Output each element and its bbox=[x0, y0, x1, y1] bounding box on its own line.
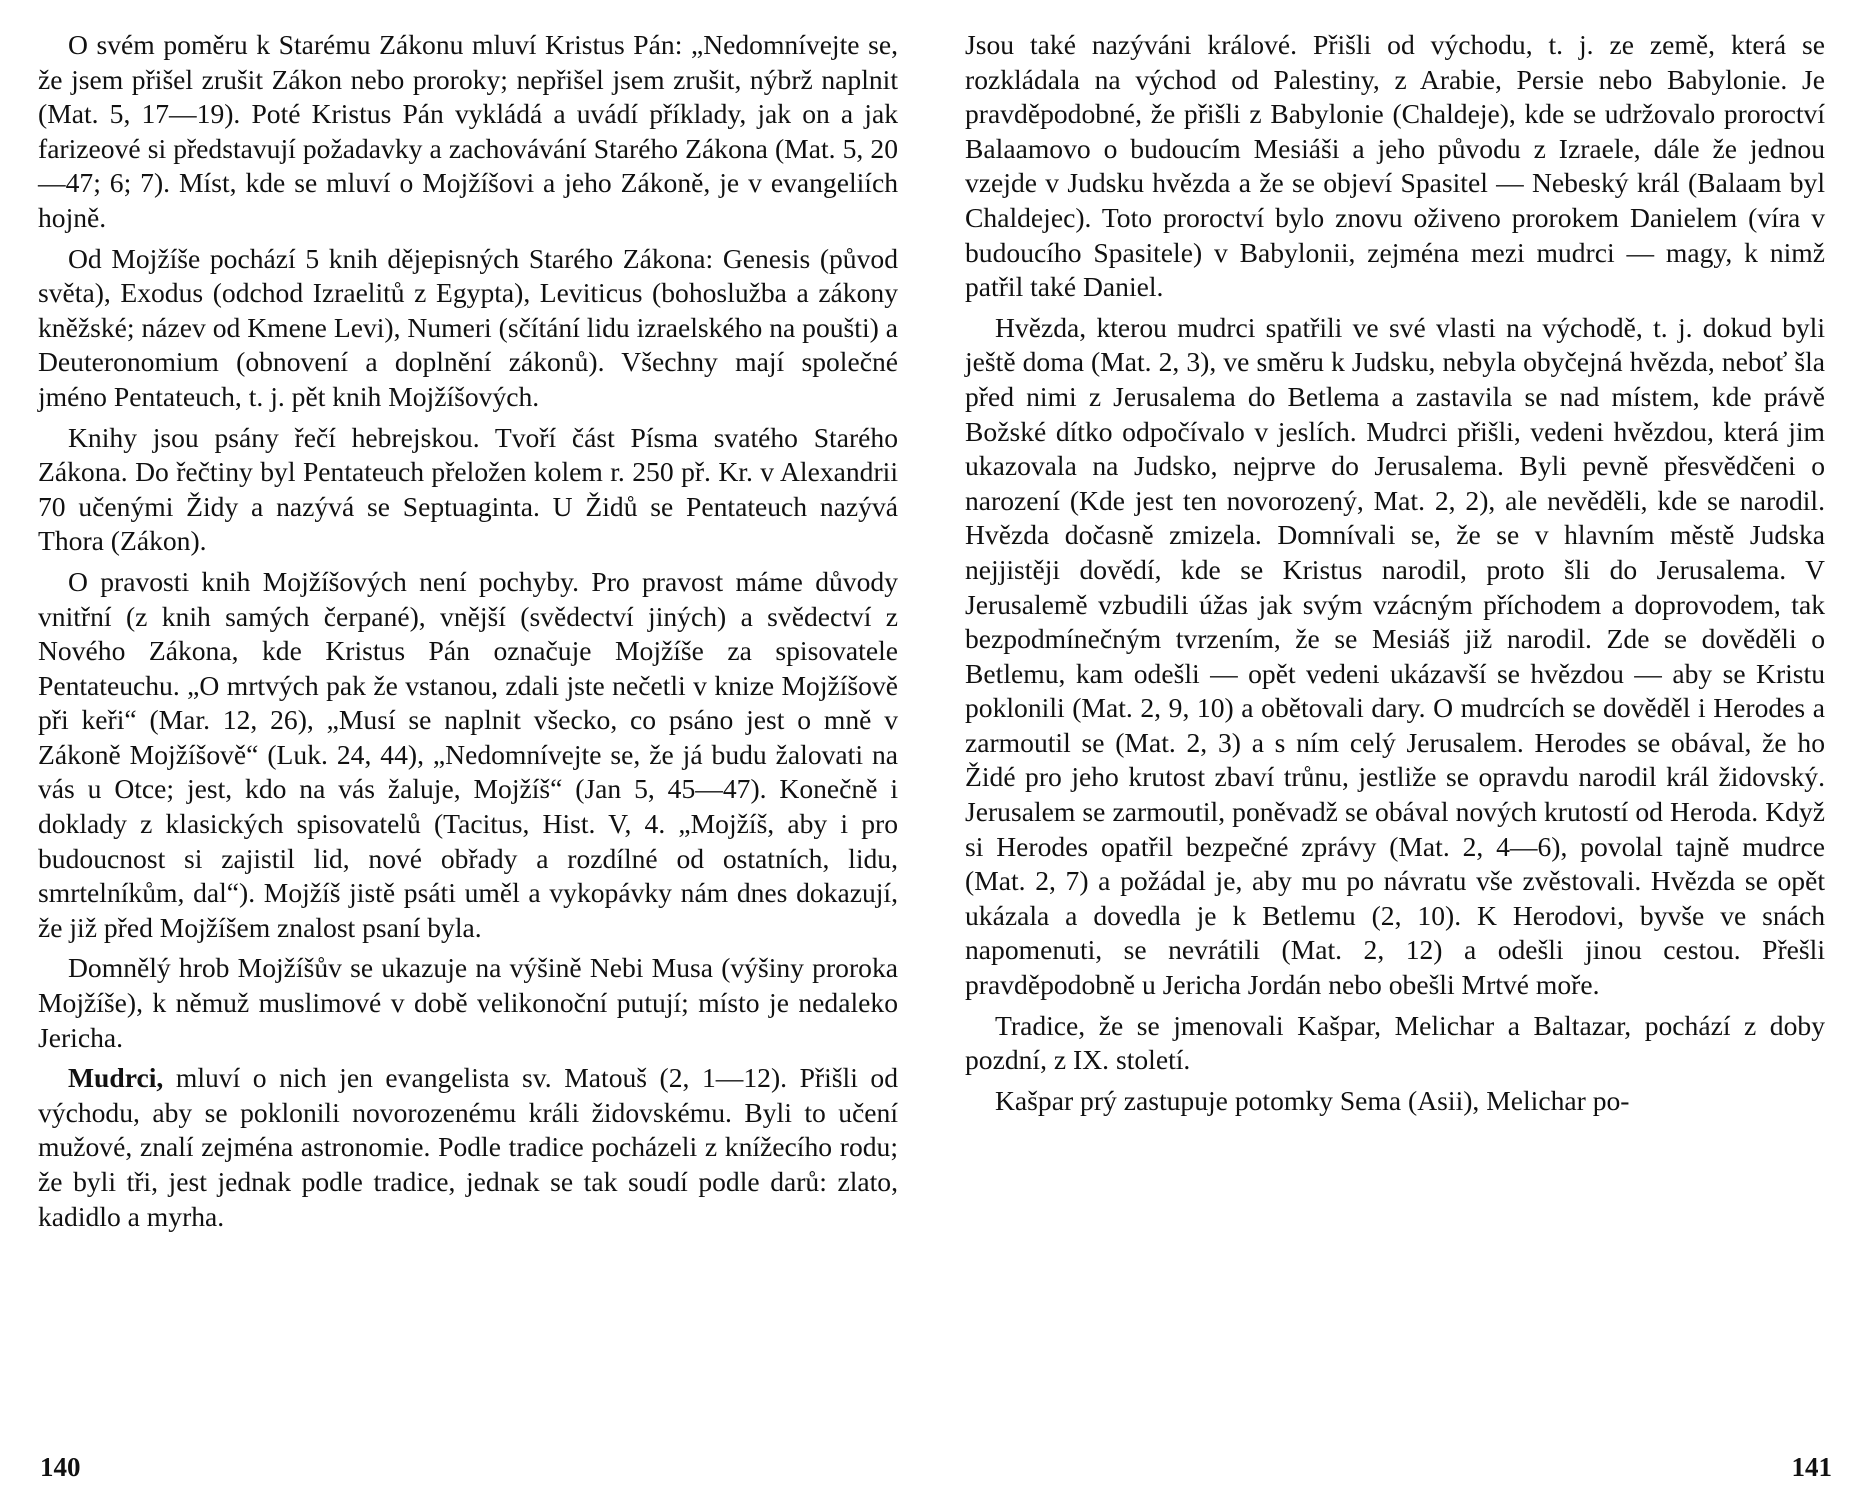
paragraph: Knihy jsou psány řečí hebrejskou. Tvoří část Písma svatého Starého Zákona. Do řečtiny byl Pentateuch přeložen kolem r. 250 př. Kr. v Alexandrii 70 učenými Židy a nazývá se Septuaginta. U Židů se Pentateuch nazývá Thora (Zákon). bbox=[38, 421, 898, 557]
paragraph: O pravosti knih Mojžíšových není pochyby. Pro pravost máme důvody vnitřní (z knih samých čerpané), vnější (svědectví jiných) a svědectví z Nového Zákona, kde Kristus Pán označuje Mojžíše za spisovatele Pentateuchu. „O mrtvých pak že vstanou, zdali jste nečetli v knize Mojžíšově při keři“ (Mar. 12, 26), „Musí se naplnit všecko, co psáno jest o mně v Zákoně Mojžíšově“ (Luk. 24, 44), „Nedomnívejte se, že já budu žalovati na vás u Otce; jest, kdo na vás žaluje, Mojžíš“ (Jan 5, 45—47). Konečně i doklady z klasických spisovatelů (Tacitus, Hist. V, 4. „Mojžíš, aby i pro budoucnost si zajistil lid, nové obřady a rozdílné od ostatních, lidu, smrtelníkům, dal“). Mojžíš jistě psáti uměl a vykopávky nám dnes dokazují, že již před Mojžíšem znalost psaní byla. bbox=[38, 565, 898, 943]
page-number-right: 141 bbox=[1791, 1452, 1832, 1482]
paragraph: Od Mojžíše pochází 5 knih dějepisných Starého Zákona: Genesis (původ světa), Exodus (odchod Izraelitů z Egypta), Leviticus (bohoslužba a zákony kněžské; název od Kmene Levi), Numeri (sčítání lidu izraelského na poušti) a Deuteronomium (obnovení a doplnění zákonů). Všechny mají společné jméno Pentateuch, t. j. pět knih Mojžíšových. bbox=[38, 242, 898, 412]
paragraph: Hvězda, kterou mudrci spatřili ve své vlasti na východě, t. j. dokud byli ještě doma (Mat. 2, 3), ve směru k Judsku, nebyla obyčejná hvězda, neboť šla před nimi z Jerusalema do Betlema a zastavila se nad místem, kde právě Božské dítko odpočívalo v jeslích. Mudrci přišli, vedeni hvězdou, která jim ukazovala na Judsko, nejprve do Jerusalema. Byli pevně přesvědčeni o narození (Kde jest ten novorozený, Mat. 2, 2), ale nevěděli, kde se narodil. Hvězda dočasně zmizela. Domnívali se, že se v hlavním městě Judska nejjistěji dovědí, kde se Kristus narodil, proto šli do Jerusalema. V Jerusalemě vzbudili úžas jak svým vzácným příchodem a doprovodem, tak bezpodmínečným tvrzením, že se Mesiáš již narodil. Zde se dověděli o Betlemu, kam odešli — opět vedeni ukázavší se hvězdou — aby se Kristu poklonili (Mat. 2, 9, 10) a obětovali dary. O mudrcích se dověděl i Herodes a zarmoutil se (Mat. 2, 3) a s ním celý Jerusalem. Herodes se obával, že ho Židé pro jeho krutost zbaví trůnu, jestliže se opravdu narodil král židovský. Jerusalem se zarmoutil, poněvadž se obával nových krutostí od Heroda. Když si Herodes opatřil bezpečné zprávy (Mat. 2, 4—6), povolal tajně mudrce (Mat. 2, 7) a požádal je, aby mu po návratu vše zvěstovali. Hvězda se opět ukázala a dovedla je k Betlemu (2, 10). K Herodovi, byvše ve snách napomenuti, se nevrátili (Mat. 2, 12) a odešli jinou cestou. Přešli pravděpodobně u Jericha Jordán nebo obešli Mrtvé moře. bbox=[965, 311, 1825, 1001]
paragraph-mudrci bbox=[38, 1061, 898, 1234]
paragraph: Tradice, že se jmenovali Kašpar, Melichar a Baltazar, pochází z doby pozdní, z IX. století. bbox=[965, 1009, 1825, 1076]
paragraph: O svém poměru k Starému Zákonu mluví Kristus Pán: „Nedomnívejte se, že jsem přišel zrušit Zákon nebo proroky; nepřišel jsem zrušit, nýbrž naplnit (Mat. 5, 17—19). Poté Kristus Pán vykládá a uvádí příklady, jak on a jak farizeové si představují požadavky a zachovávání Starého Zákona (Mat. 5, 20—47; 6; 7). Míst, kde se mluví o Mojžíšovi a jeho Zákoně, je v evangeliích hojně. bbox=[38, 29, 898, 233]
paragraph-text: mluví o nich jen evangelista sv. Matouš (2, 1—12). Přišli od východu, aby se poklonili novorozenému králi židovskému. Byli to učení mužové, znalí zejména astronomie. Podle tradice pocházeli z knížecího rodu; že byli tři, jest jednak podle tradice, jednak se tak soudí podle darů: zlato, kadidlo a myrha. bbox=[38, 1062, 898, 1232]
paragraph: Jsou také nazýváni králové. Přišli od východu, t. j. ze země, která se rozkládala na východ od Palestiny, z Arabie, Persie nebo Babylonie. Je pravděpodobné, že přišli z Babylonie (Chaldeje), kde se udržovalo proroctví Balaamovo o budoucím Mesiáši a jeho původu z Izraele, dále že jednou vzejde v Judsku hvězda a že se objeví Spasitel — Nebeský král (Balaam byl Chaldejec). Toto proroctví bylo znovu oživeno prorokem Danielem (víra v budoucího Spasitele) v Babylonii, zejména mezi mudrci — magy, k nimž patřil také Daniel. bbox=[965, 29, 1825, 303]
section-lead-term: Mudrci, bbox=[68, 1062, 164, 1094]
left-page bbox=[38, 28, 898, 1240]
paragraph: Kašpar prý zastupuje potomky Sema (Asii), Melichar po- bbox=[995, 1084, 1630, 1116]
right-page bbox=[965, 28, 1825, 1124]
page-number-left: 140 bbox=[40, 1452, 81, 1482]
paragraph: Domnělý hrob Mojžíšův se ukazuje na výšině Nebi Musa (výšiny proroka Mojžíše), k němuž muslimové v době velikonoční putují; místo je nedaleko Jericha. bbox=[38, 952, 898, 1053]
